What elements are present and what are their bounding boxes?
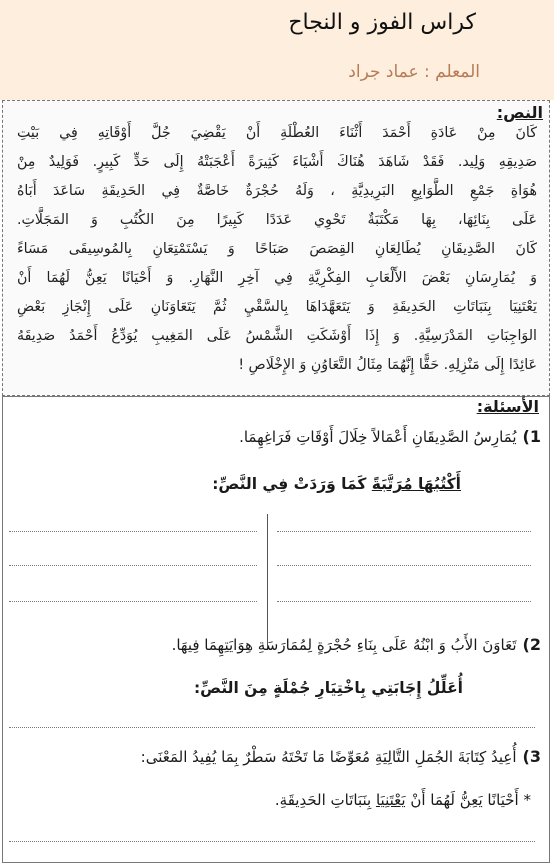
question-number: 1) bbox=[522, 427, 541, 446]
teacher-name: المعلم : عماد جراد bbox=[348, 62, 480, 82]
answer-line[interactable] bbox=[277, 601, 531, 602]
answer-line[interactable] bbox=[277, 531, 531, 532]
question-3 bbox=[141, 747, 541, 766]
workbook-title: كراس الفوز و النجاح bbox=[288, 10, 476, 35]
bullet-marker: * bbox=[523, 791, 531, 809]
answer-column-divider bbox=[267, 514, 268, 650]
passage-line: عَائِدًا إِلَى مَنْزِلِهِ. حَقًّا إِنَّهُمَا مِثَالُ التَّعَاوُنِ وَ الإِخْلَاصِ ! bbox=[238, 357, 537, 373]
question-3-sentence bbox=[275, 791, 531, 809]
passage-line: عَلَى بِنَائِهَا، بِهَا مَكْتَبَةٌ تَحْوِي عَدَدًا كَبِيرًا مِنَ الكُتُبِ وَ المَجَلَّاتِ. bbox=[17, 212, 537, 228]
question-2 bbox=[172, 635, 541, 654]
questions-box bbox=[2, 396, 550, 863]
answer-line[interactable] bbox=[9, 601, 257, 602]
question-text: تَعَاوَنَ الأَبُ وَ ابْنُهُ عَلَى بِنَاءِ حُجْرَةٍ لِمُمَارَسَةِ هِوَايَتِهِمَا فِيهَا. bbox=[171, 636, 517, 654]
answer-line[interactable] bbox=[9, 531, 257, 532]
answer-line[interactable] bbox=[9, 565, 257, 566]
sentence-part: بِنَبَاتَاتِ الحَدِيقَةِ. bbox=[274, 791, 372, 809]
answer-line[interactable] bbox=[9, 727, 535, 728]
passage-box bbox=[2, 100, 550, 396]
answer-line[interactable] bbox=[277, 565, 531, 566]
passage-label: النص: bbox=[496, 103, 543, 122]
passage-line: كَانَ الصَّدِيقَانِ يُطَالِعَانِ القِصَصَ صَبَاحًا وَ يَسْتَمْتِعَانِ بِالمُوسِيقَى مَسَاءً bbox=[17, 241, 537, 257]
passage-line: الوَاجِبَاتِ المَدْرَسِيَّةِ. وَ إِذَا أَوْشَكَتِ الشَّمْسُ عَلَى المَغِيبِ يُوَدِّعُ أَحْمَدُ صَدِيقَهُ bbox=[17, 328, 537, 344]
passage-line: يَعْتَنِيَا بِنَبَاتَاتِ الحَدِيقَةِ وَ يَتَعَهَّدَاهَا بِالسَّقْيِ ثُمَّ يَتَعَاوَنَانِ عَلَى إِنْجَازِ بَعْضِ bbox=[17, 299, 537, 315]
sentence-part: أَحْيَانًا bbox=[487, 791, 519, 809]
question-1 bbox=[239, 427, 541, 446]
underlined-word: يَعِنُّ bbox=[459, 791, 483, 809]
passage-line: وَ يُمَارِسَانِ بَعْضَ الأَلْعَابِ الفِكْرِيَّةِ فِي آخِرِ النَّهَارِ. وَ أَحْيَانًا يَعِنُّ لَهُمَا أَنْ bbox=[17, 270, 537, 286]
sentence-part: لَهُمَا أَنْ bbox=[410, 791, 456, 809]
question-2-instruction: أُعَلِّلُ إِجَابَتِي بِاخْتِيَارِ جُمْلَةٍ مِنَ النَّصِّ: bbox=[193, 679, 463, 697]
question-number: 2) bbox=[522, 635, 541, 654]
question-text: يُمَارِسُ الصَّدِيقَانِ أَعْمَالاً خِلَالَ أَوْقَاتِ فَرَاغِهِمَا. bbox=[239, 428, 517, 446]
passage-line: صَدِيقِهِ وَلِيد. فَقَدْ شَاهَدَ هُنَاكَ أَشْيَاءَ كَثِيرَةً أَعْجَبَتْهُ إِلَى حَدٍّ كَبِيرٍ. فَوَلِيدٌ مِنْ bbox=[17, 154, 537, 170]
instruction-text: كَمَا وَرَدَتْ فِي النَّصِّ: bbox=[212, 475, 367, 493]
header-banner bbox=[0, 0, 554, 100]
passage-line: كَانَ مِنْ عَادَةِ أَحْمَدَ أَثْنَاءَ العُطْلَةِ أَنْ يَقْضِيَ جُلَّ أَوْقَاتِهِ فِي بَيْتِ bbox=[17, 125, 537, 141]
instruction-underlined: أَكْتُبُهَا مُرَتَّبَةً bbox=[371, 475, 461, 493]
passage-line: هُوَاةِ جَمْعِ الطَّوَابِعِ البَرِيدِيَّةِ ، وَلَهُ حُجْرَةٌ خَاصَّةٌ فِي الحَدِيقَةِ سَاعَدَ أَبَاهُ bbox=[17, 183, 537, 199]
answer-line[interactable] bbox=[9, 841, 535, 842]
questions-label: الأسئلة: bbox=[476, 397, 539, 416]
underlined-word: يَعْتَنِيَا bbox=[375, 791, 406, 809]
question-1-instruction bbox=[212, 475, 461, 493]
passage-text bbox=[17, 119, 537, 380]
question-text: أُعِيدُ كِتَابَةَ الجُمَلِ التَّالِيَةِ مُعَوِّضًا مَا تَحْتَهُ سَطْرٌ بِمَا يُفِيدُ المَعْنَى: bbox=[140, 748, 517, 766]
question-number: 3) bbox=[522, 747, 541, 766]
